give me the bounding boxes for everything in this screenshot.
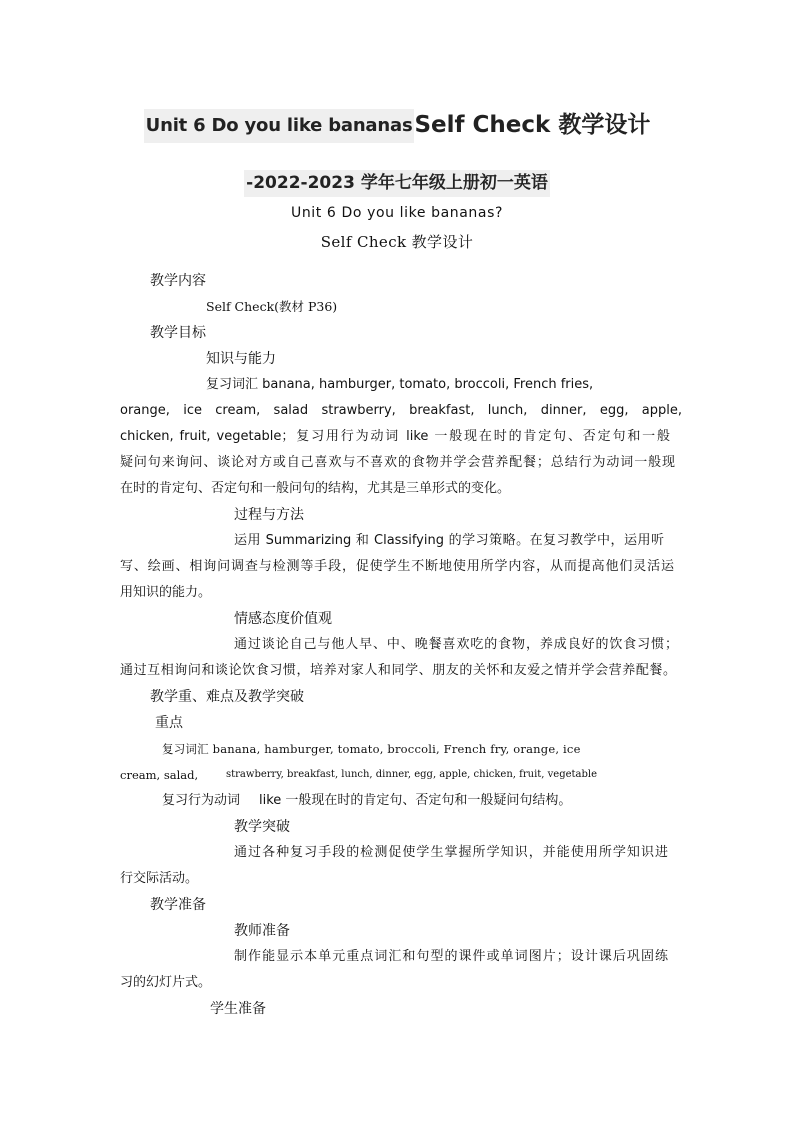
paragraph-line: chicken, fruit, vegetable；复习用行为动词 like 一般现在时的肯定句、否定句和一般 xyxy=(120,429,670,444)
subheading-knowledge: 知识与能力 xyxy=(206,351,276,367)
paragraph-line: 运用 Summarizing 和 Classifying 的学习策略。在复习教学中，运用听 xyxy=(234,533,664,548)
section-heading-objectives: 教学目标 xyxy=(150,325,206,341)
content-text: Self Check(教材 P36) xyxy=(206,299,338,314)
paragraph-line: 通过各种复习手段的检测促使学生掌握所学知识，并能使用所学知识进 xyxy=(234,845,668,860)
paragraph-line: 疑问句来询问、谈论对方或自己喜欢与不喜欢的食物并学会营养配餐；总结行为动词一般现 xyxy=(120,455,675,470)
subheading-student-prep: 学生准备 xyxy=(210,1001,266,1017)
paragraph-line: 通过互相询问和谈论饮食习惯，培养对家人和同学、朋友的关怀和友爱之情并学会营养配餐。 xyxy=(120,663,676,678)
paragraph-line: 在时的肯定句、否定句和一般问句的结构，尤其是三单形式的变化。 xyxy=(120,481,511,496)
paragraph-line: 复习词汇 banana, hamburger, tomato, broccoli, French fries, xyxy=(206,377,594,392)
paragraph-line: 制作能显示本单元重点词汇和句型的课件或单词图片；设计课后巩固练 xyxy=(234,949,668,964)
document-title xyxy=(0,106,794,143)
paragraph-line: 写、绘画、相询问调查与检测等手段，促使学生不断地使用所学内容，从而提高他们灵活运 xyxy=(120,559,674,574)
section-heading-preparation: 教学准备 xyxy=(150,897,206,913)
paragraph-line: orange, ice cream, salad strawberry, breakfast, lunch, dinner, egg, apple, xyxy=(120,403,682,418)
lesson-self-check-heading: Self Check 教学设计 xyxy=(320,233,474,251)
paragraph-line: strawberry, breakfast, lunch, dinner, egg, apple, chicken, fruit, vegetable xyxy=(226,769,598,780)
paragraph-line: 习的幻灯片式。 xyxy=(120,975,212,990)
paragraph-line: 行交际活动。 xyxy=(120,871,199,886)
title-line-2: -2022-2023 学年七年级上册初一英语 xyxy=(244,170,550,197)
subheading-focus: 重点 xyxy=(155,715,183,731)
subheading-teacher-prep: 教师准备 xyxy=(234,923,290,939)
section-heading-key-points: 教学重、难点及教学突破 xyxy=(150,689,304,705)
paragraph-line: 通过谈论自己与他人早、中、晚餐喜欢吃的食物，养成良好的饮食习惯； xyxy=(234,637,678,652)
paragraph-line: 复习词汇 banana, hamburger, tomato, broccoli, French fry, orange, ice xyxy=(162,742,581,756)
subheading-process: 过程与方法 xyxy=(234,507,304,523)
lesson-unit-heading: Unit 6 Do you like bananas? xyxy=(290,205,504,221)
title-part-1: Unit 6 Do you like bananas xyxy=(144,109,415,143)
paragraph-line: 用知识的能力。 xyxy=(120,585,212,600)
paragraph-line: like 一般现在时的肯定句、否定句和一般疑问句结构。 xyxy=(259,793,572,808)
subheading-attitude: 情感态度价值观 xyxy=(234,611,332,627)
section-heading-content: 教学内容 xyxy=(150,273,206,289)
subheading-breakthrough: 教学突破 xyxy=(234,819,290,835)
paragraph-line: cream, salad, xyxy=(120,768,199,782)
paragraph-line: 复习行为动词 xyxy=(162,793,241,808)
document-subtitle-grade xyxy=(0,168,794,193)
title-part-2: Self Check 教学设计 xyxy=(414,112,651,138)
